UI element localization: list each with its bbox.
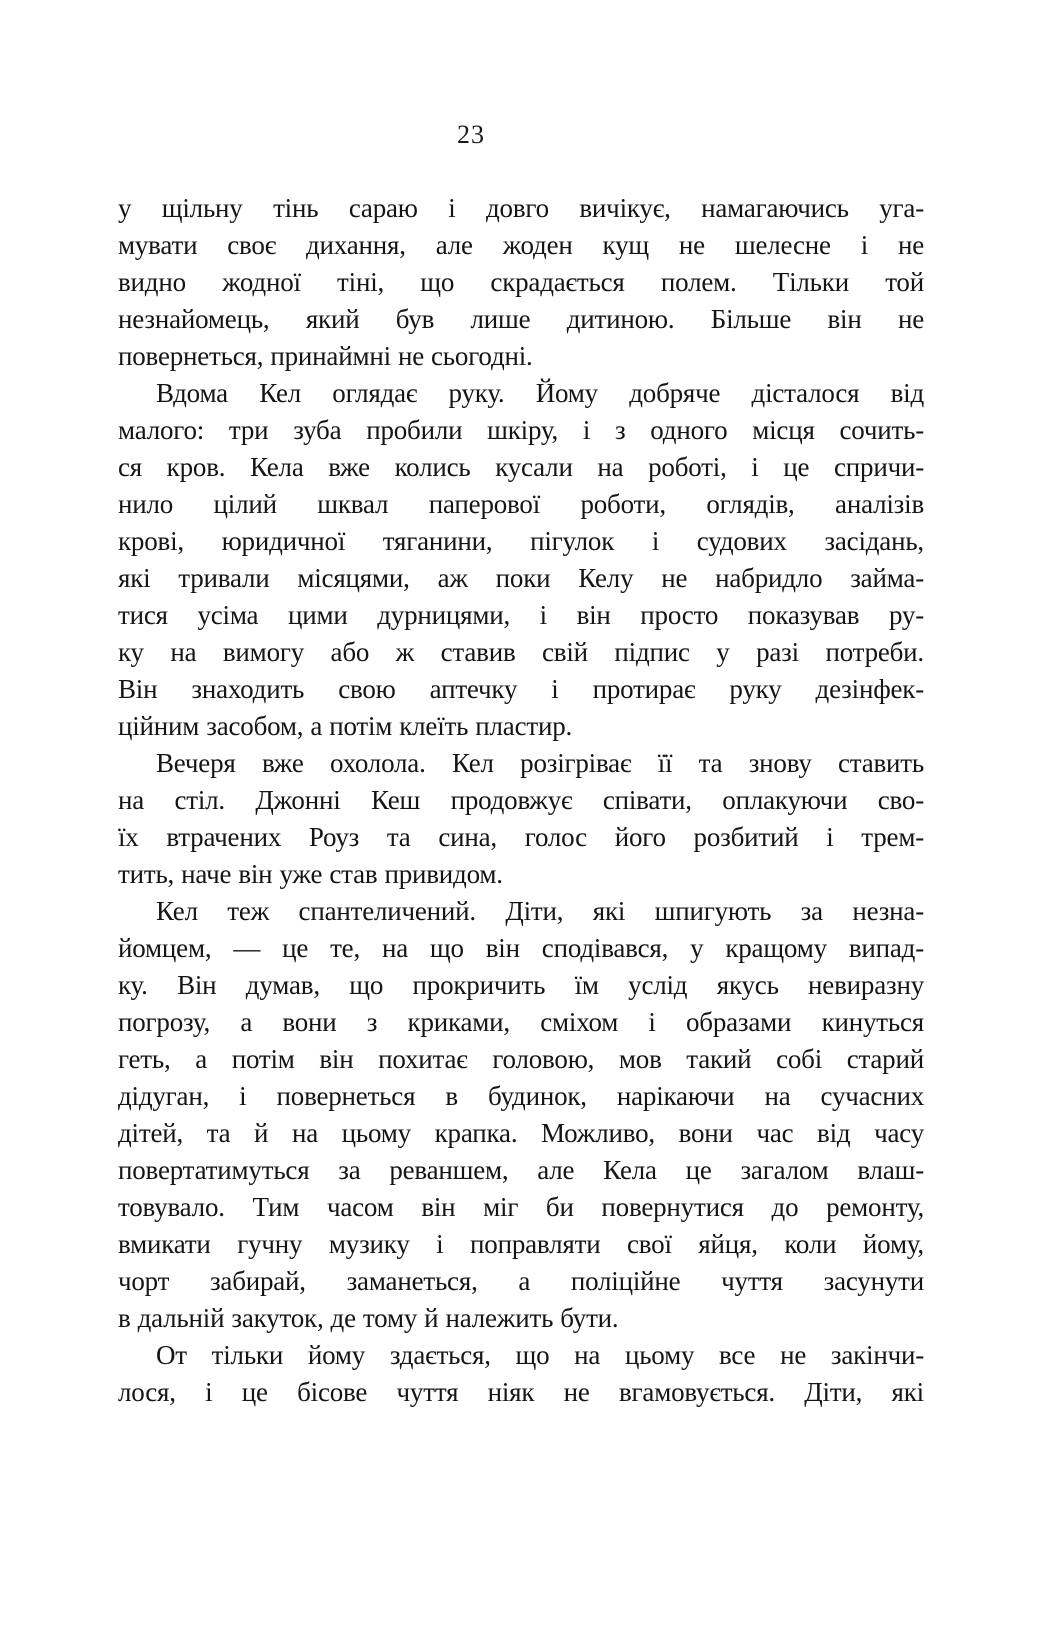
- text-line: крові, юридичної тяганини, пігулок і судових засідань,: [118, 526, 924, 556]
- text-line: ційним засобом, а потім клеїть пластир.: [118, 711, 573, 741]
- text-line: вмикати гучну музику і поправляти свої яйця, коли йому,: [118, 1229, 924, 1259]
- text-line: повертатимуться за реваншем, але Кела це загалом влаш-: [118, 1155, 924, 1185]
- text-line: геть, а потім він похитає головою, мов такий собі старий: [118, 1044, 924, 1074]
- paragraph: [118, 190, 924, 375]
- text-line: ся кров. Кела вже колись кусали на роботі, і це спричи-: [118, 452, 924, 482]
- paragraph: [118, 893, 924, 1337]
- text-line: От тільки йому здається, що на цьому все не закінчи-: [156, 1340, 924, 1370]
- paragraph: [118, 1337, 924, 1411]
- text-line: ку на вимогу або ж ставив свій підпис у разі потреби.: [118, 637, 924, 667]
- text-line: малого: три зуба пробили шкіру, і з одного місця сочить-: [118, 415, 924, 445]
- paragraph: [118, 375, 924, 745]
- text-line: незнайомець, який був лише дитиною. Більше він не: [118, 304, 924, 334]
- text-line: Кел теж спантеличений. Діти, які шпигують за незна-: [156, 896, 924, 926]
- text-line: в дальній закуток, де тому й належить бути.: [118, 1303, 619, 1333]
- text-line: їх втрачених Роуз та сина, голос його розбитий і трем-: [118, 822, 924, 852]
- text-line: Вдома Кел оглядає руку. Йому добряче дісталося від: [156, 378, 924, 408]
- text-line: ку. Він думав, що прокричить їм услід якусь невиразну: [118, 970, 924, 1000]
- text-line: на стіл. Джонні Кеш продовжує співати, оплакуючи сво-: [118, 785, 924, 815]
- text-line: тить, наче він уже став привидом.: [118, 859, 503, 889]
- text-line: тися усіма цими дурницями, і він просто показував ру-: [118, 600, 924, 630]
- text-line: товувало. Тим часом він міг би повернутися до ремонту,: [118, 1192, 924, 1222]
- text-block: [118, 190, 924, 1411]
- text-line: дідуган, і повернеться в будинок, нарікаючи на сучасних: [118, 1081, 924, 1111]
- text-line: у щільну тінь сараю і довго вичікує, намагаючись уга-: [118, 193, 924, 223]
- text-line: погрозу, а вони з криками, сміхом і образами кинуться: [118, 1007, 924, 1037]
- text-line: йомцем, — це те, на що він сподівався, у кращому випад-: [118, 933, 924, 963]
- text-line: видно жодної тіні, що скрадається полем. Тільки той: [118, 267, 924, 297]
- text-line: Він знаходить свою аптечку і протирає руку дезінфек-: [118, 674, 924, 704]
- text-line: лося, і це бісове чуття ніяк не вгамовується. Діти, які: [118, 1377, 924, 1407]
- paragraph: [118, 745, 924, 893]
- text-line: Вечеря вже охолола. Кел розігріває її та знову ставить: [156, 748, 924, 778]
- text-line: мувати своє дихання, але жоден кущ не шелесне і не: [118, 230, 924, 260]
- page-number: 23: [457, 120, 485, 149]
- text-line: дітей, та й на цьому крапка. Можливо, вони час від часу: [118, 1118, 924, 1148]
- text-line: які тривали місяцями, аж поки Келу не набридло займа-: [118, 563, 924, 593]
- text-line: чорт забирай, заманеться, а поліційне чуття засунути: [118, 1266, 924, 1296]
- text-line: повернеться, принаймні не сьогодні.: [118, 341, 533, 371]
- text-line: нило цілий шквал паперової роботи, оглядів, аналізів: [118, 489, 924, 519]
